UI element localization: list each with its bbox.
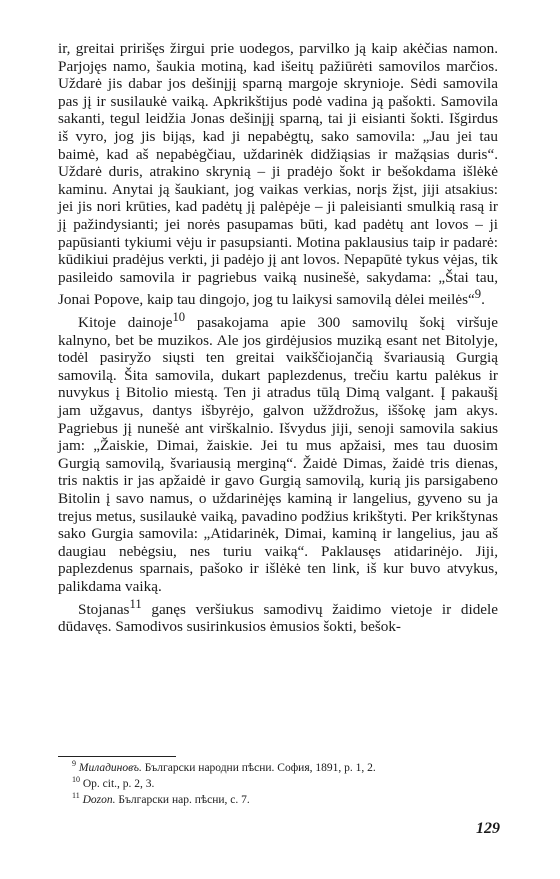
footnote-9-author: Миладиновъ.: [78, 762, 142, 774]
paragraph-1-tail: .: [481, 291, 485, 309]
note-ref-9: 9: [474, 287, 482, 302]
paragraph-1-text: ir, greitai pririšęs žirgui prie uodegos, parvilko ją kaip akėčias namon. Parjojęs namo, šaukia motiną, kad išeitų pažiūrėti samovilos marčios. Uždarė jis dabar jos dešinįjį sparną margoje skrynioje. Sėdi samovila pas jį ir susilaukė vaiką. Apkrikštijus podė vadina ją pašokti. Samovila sakanti, tegul leidžia Jonas dešinįjį sparną, tai ji eisianti šokti. Išgirdus iš vyro, jog jis bijąs, kad ji nepabėgtų, sako samovila: „Jau jei tau baimė, kad aš nepabėgčiau, uždarinėk didžiąsias ir mažąsias duris“. Uždarė duris, atrakino skrynią – ji pradėjo šokt ir bešokdama išlėkė kaminu. Anytai ją šaukiant, jog vaikas verkias, norįs žįst, jiji atsakius: jei jis nori krūties, kad padėtų jį palėpėje – ji paleisianti smulkią rasą ir jį pažindysianti; jei norės pasupamas būti, kad padėtų ant lovos – ji papūsianti tykiumi vėju ir pasupsianti. Motina paklausius taip ir padarė: kūdikiui pradėjus verkti, ji padėjo jį ant lovos. Nepapūtė tykus vėjas, tik pasileido samovila ir pagriebus vaiką nusinešė, sakydama: „Štai tau, Jonai Popove, kaip tau dingojo, jog tu laikysi samovilą dėlei meilės“: [58, 40, 498, 309]
footnotes: [72, 760, 492, 808]
footnote-10: [72, 776, 492, 792]
paragraph-3-text: ganęs veršiukus samodivų žaidimo vietoje ir didele dūdavęs. Samodivos susirinkusios ėmusios šokti, bešok-: [58, 600, 498, 636]
page-number: 129: [476, 820, 500, 837]
paragraph-1: [58, 40, 498, 309]
footnote-10-text: Op. cit., p. 2, 3.: [80, 778, 155, 790]
footnote-9: [72, 760, 492, 776]
paragraph-3: [58, 596, 498, 636]
footnote-divider: [58, 756, 176, 757]
footnote-9-number: 9: [72, 759, 76, 769]
paragraph-2-lead: Kitoje dainoje: [78, 314, 173, 332]
paragraph-3-lead: Stojanas: [78, 600, 130, 618]
footnote-11-author: Dozon.: [82, 794, 116, 806]
paragraph-2: [58, 309, 498, 596]
paragraph-2-text: pasakojama apie 300 samovilų šokį viršuje kalnyno, bet be muzikos. Ale jos girdėjusios muziką esant net Bitolyje, todėl pasiryžo siųsti ten greitai vaikščiojančią švariausią Gurgią samovilą. Šita samovila, dukart paplezdenus, trečiu kartu palėkus ir nuvykus į Bitolio miestą. Ten ji atradus tūlą Dimą valgant. Į pakaušį jam užgavus, dantys išbyrėjo, galvon užždrožus, iššokę jam akys. Pagriebus jį nunešė ant virškalnio. Išvydus jiji, senoji samovila sakius jam: „Žaiskie, Dimai, žaiskie. Jei tu mus apžaisi, mes tau duosim Gurgią samovilą, švariausią merginą“. Žaidė Dimas, žaidė tris dienas, tris naktis ir jas apžaidė ir gavo Gurgią samovilą, kurią jis parsigabeno Bitolin į savo namus, o uždarinėjęs kaminą ir langelius, gyveno su ja trejus metus, susilaukė vaiką, pavadino podžius krikštyti. Per krikštynas sako Gurgia samovila: „Atidarinėk, Dimai, kaminą ir langelius, jau aš daugiau nebėgsiu, nes turiu vaiką“. Paklausęs atidarinėjo. Jiji, paplezdenus sparnais, pašoko ir išlėkė ten link, iš kur buvo atvykus, palikdama vaiką.: [58, 314, 498, 595]
note-ref-10: 10: [172, 309, 186, 324]
footnote-11: [72, 792, 492, 808]
footnote-9-text: Български народни пѣсни. София, 1891, p. 1, 2.: [141, 762, 376, 774]
footnote-11-number: 11: [72, 791, 80, 801]
main-text: [58, 40, 498, 636]
footnote-10-number: 10: [72, 775, 80, 785]
note-ref-11: 11: [129, 596, 142, 611]
footnote-11-text: Български нар. пѣсни, c. 7.: [115, 794, 250, 806]
